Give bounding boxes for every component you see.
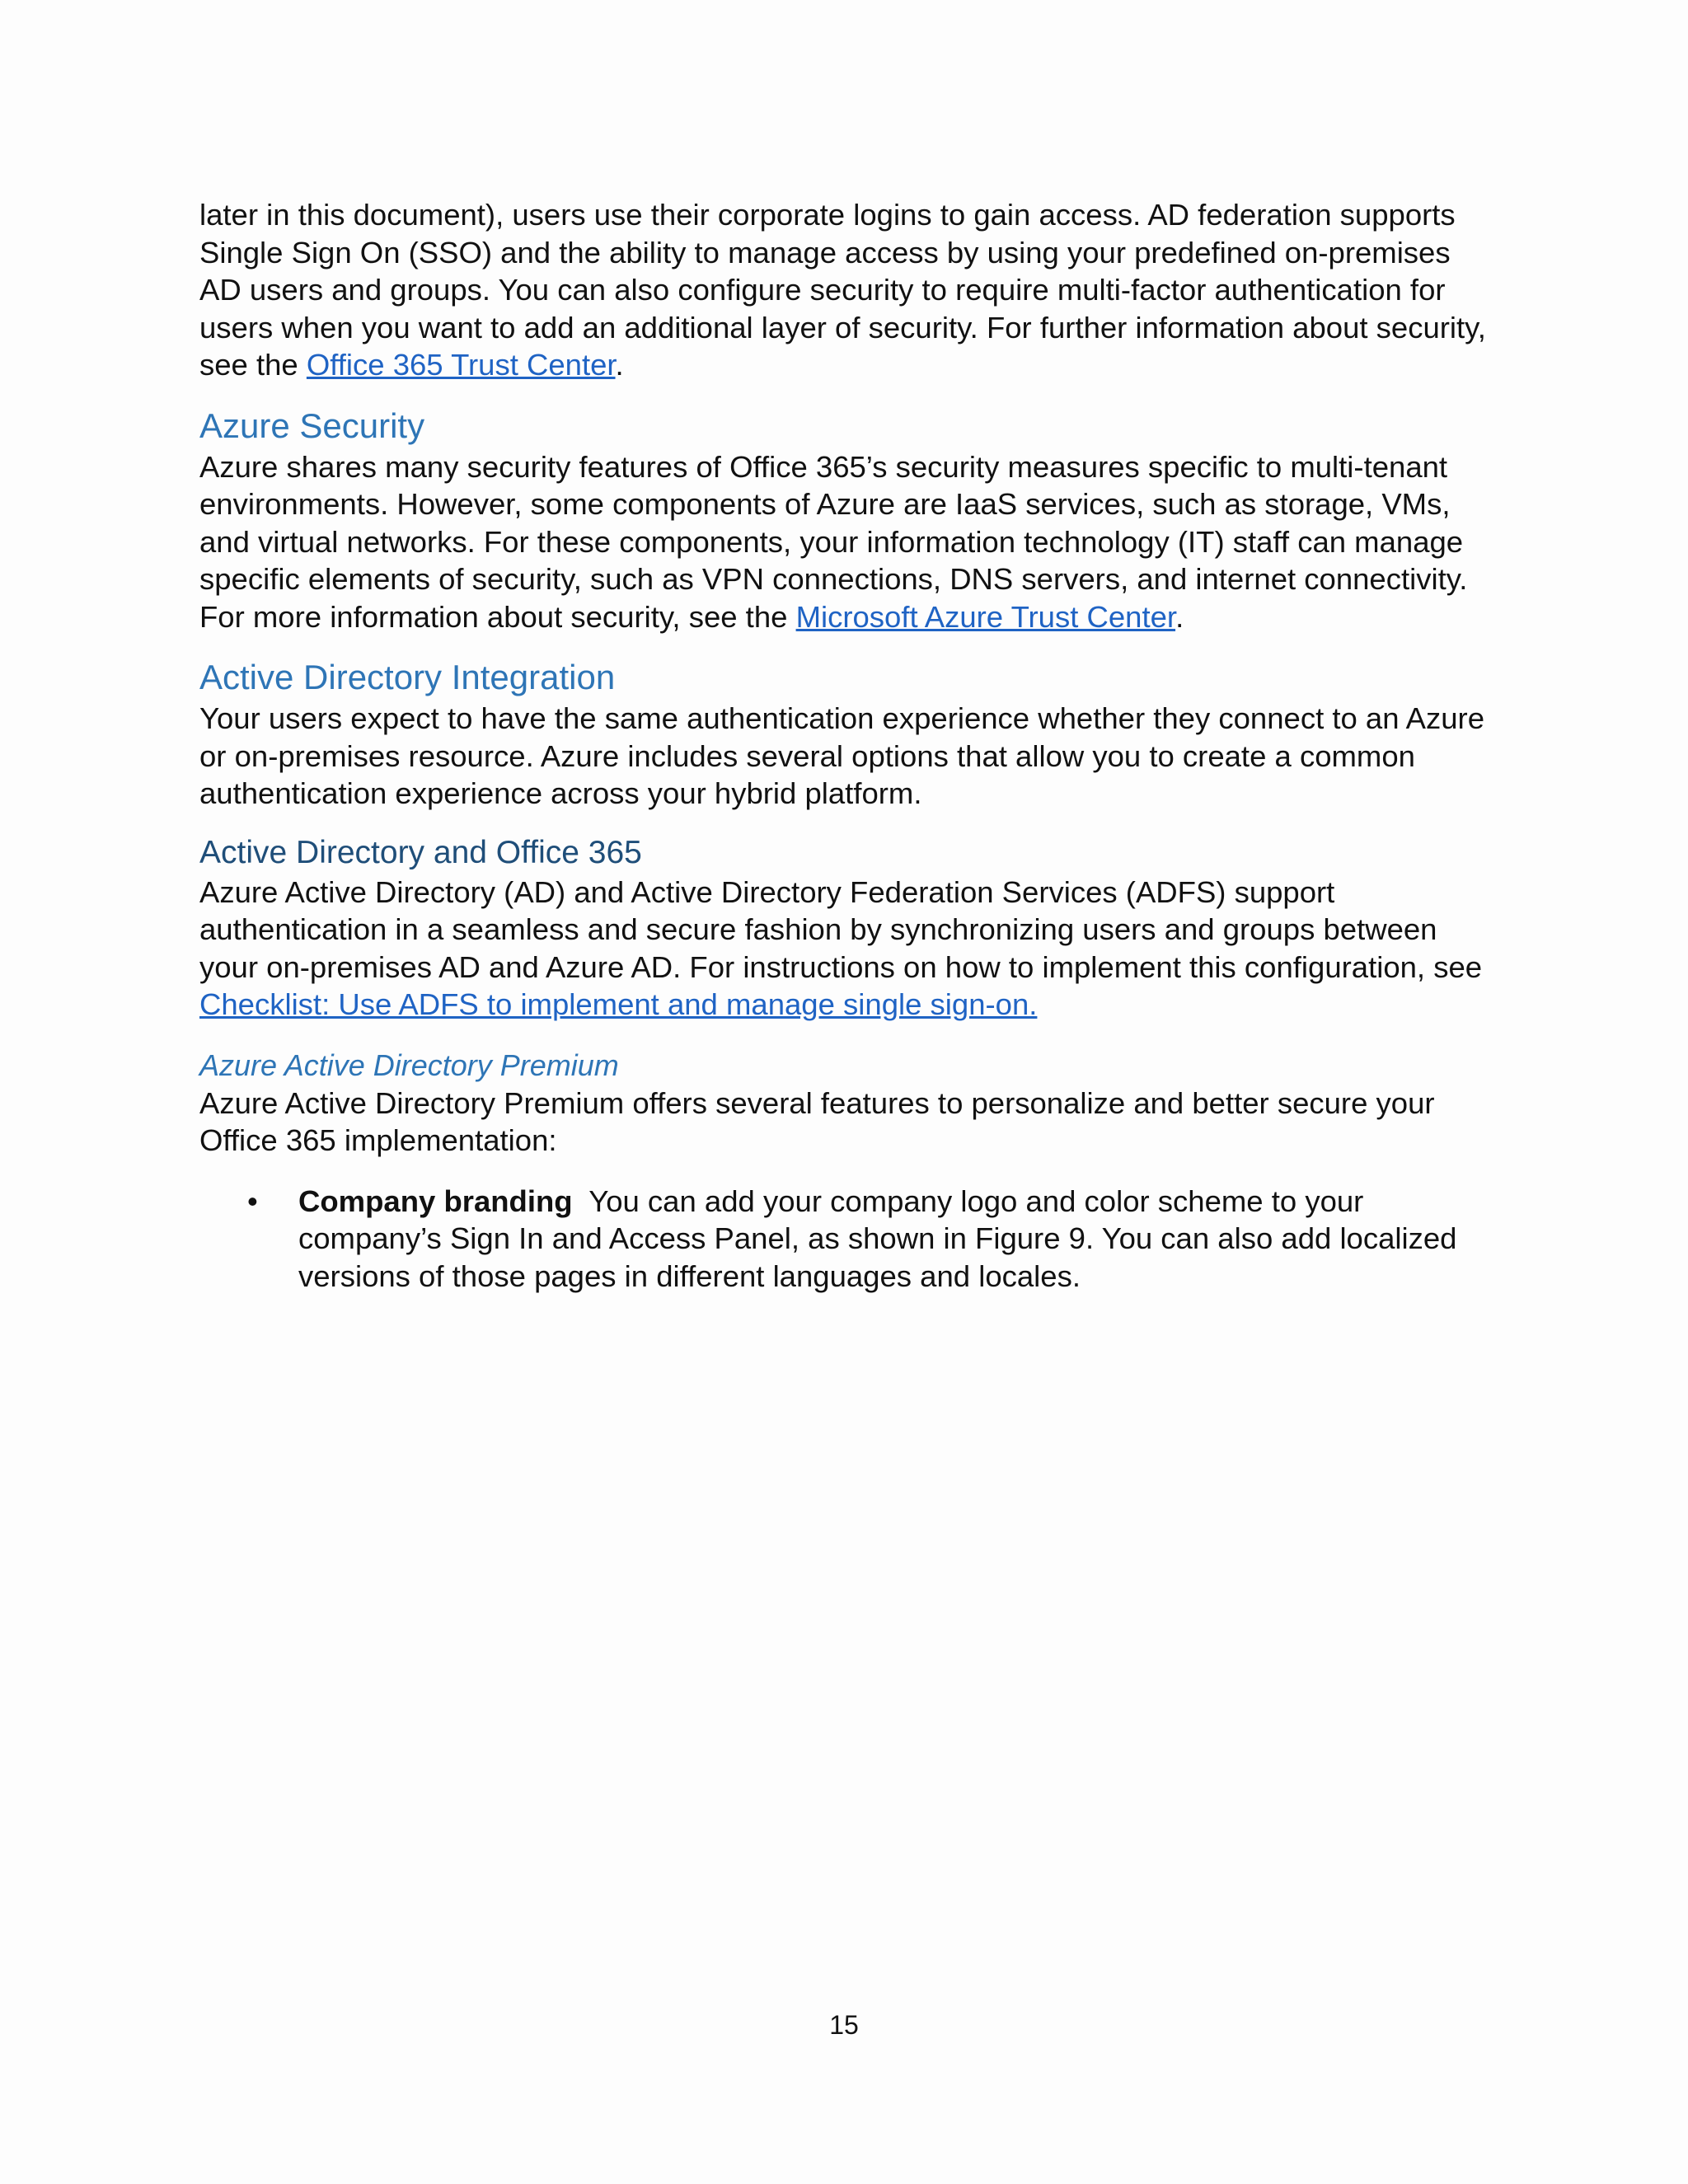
intro-text: later in this document), users use their corporate logins to gain access. AD federation supports Single Sign On (SSO) and the ability to manage access by using your predefined on-premises AD users and groups. You can also configure security to require multi-factor authentication for users when you want to add an additional layer of security. For further information about security, see the [199,198,1486,382]
ad-integration-paragraph: Your users expect to have the same authentication experience whether they connect to an Azure or on-premises resource. Azure includes several options that allow you to create a common authentication experience across your hybrid platform. [199,701,1485,810]
list-item [199,1183,1493,1296]
company-branding-text: You can add your company logo and color scheme to your company’s Sign In and Access Panel, as shown in Figure 9. You can also add localized versions of those pages in different languages and locales. [298,1183,1465,1293]
azure-security-text: Azure shares many security features of Office 365’s security measures specific to multi-tenant environments. However, some components of Azure are IaaS services, such as storage, VMs, and virtual networks. For these components, your information technology (IT) staff can manage specific elements of security, such as VPN connections, DNS servers, and internet connectivity. For more information about security, see the [199,449,1468,634]
ad-office-heading: Active Directory and Office 365 [199,834,642,870]
ad-office-text: Azure Active Directory (AD) and Active Directory Federation Services (ADFS) support authentication in a seamless and secure fashion by synchronizing users and groups between your on-premises AD and Azure AD. For instructions on how to implement this configuration, see [199,874,1483,984]
azure-security-paragraph [199,448,1493,636]
azure-security-heading: Azure Security [199,405,425,445]
office-365-trust-center-link[interactable]: Office 365 Trust Center [306,348,616,382]
feature-list [199,1183,1493,1296]
bullet-icon: • [247,1183,258,1218]
intro-paragraph [199,196,1493,384]
adfs-checklist-link[interactable]: Checklist: Use ADFS to implement and manage single sign-on. [199,987,1038,1021]
aad-premium-paragraph: Azure Active Directory Premium offers several features to personalize and better secure your Office 365 implementation: [199,1085,1435,1157]
page-number: 15 [829,2010,859,2040]
intro-period: . [615,348,624,382]
ad-office-paragraph [199,874,1493,1024]
azure-security-period: . [1175,599,1184,634]
microsoft-azure-trust-center-link[interactable]: Microsoft Azure Trust Center [795,599,1176,634]
company-branding-term: Company branding [298,1183,573,1218]
aad-premium-heading: Azure Active Directory Premium [199,1047,619,1082]
ad-integration-heading: Active Directory Integration [199,658,616,696]
document-body [199,196,1493,1295]
